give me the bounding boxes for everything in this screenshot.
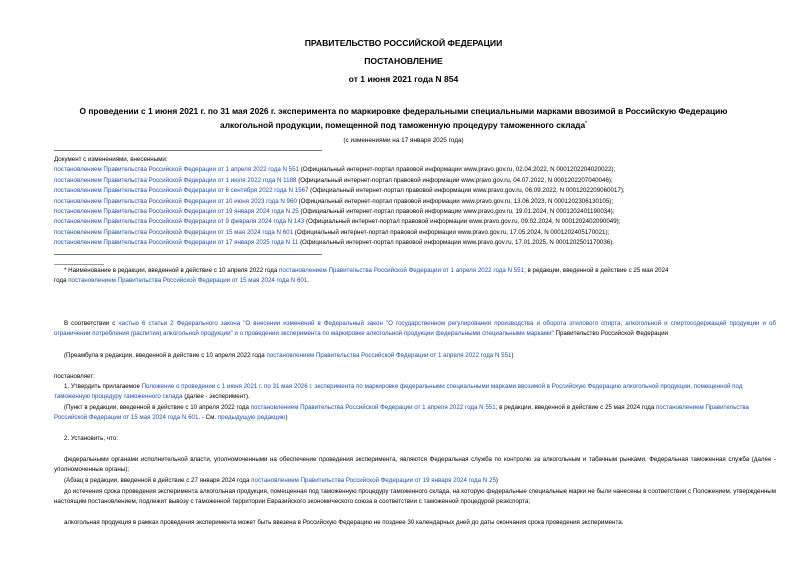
previous-edition-link[interactable]: предыдущую редакцию (217, 414, 286, 422)
paragraph-1-text-2: (далее - эксперимент). (182, 393, 250, 401)
paragraph-1-note-text-3: . - См. (198, 414, 218, 422)
amendment-link[interactable]: постановлением Правительства Российской Федерации от 1 июля 2022 года N 1188 (54, 176, 297, 184)
paragraph-1-text-1: 1. Утвердить прилагаемое (64, 383, 142, 390)
document-title (0, 106, 807, 131)
document-type: ПОСТАНОВЛЕНИЕ (364, 56, 443, 66)
amendment-source: (Официальный интернет-портал правовой информации www.pravo.gov.ru, 17.05.2024, N 0001202405170021); (293, 228, 610, 236)
preamble (54, 319, 776, 339)
amendment-source: (Официальный интернет-портал правовой информации www.pravo.gov.ru, 02.04.2022, N 0001202204020022); (299, 166, 616, 174)
paragraph-5: алкогольная продукция в рамках проведения эксперимента может быть ввезена в Российскую Федерацию не позднее 30 календарных дней до даты окончания срока проведения эксперимента. (64, 519, 624, 526)
paragraph-4: до истечения срока проведения эксперимента алкогольная продукция, помещенная под таможенную процедуру таможенного склада, на которую федеральные специальные марки не были нанесены в соответствии с Положением, утвержденным настоящим постановлением, подлежит вывозу с таможенной территории Евразийского экономического союза в соответствии с таможенной процедурой реэкспорта; (54, 488, 776, 506)
paragraph-1-note-text-1: (Пункт в редакции, введенной в действие с 10 апреля 2022 года (64, 404, 251, 411)
title-line-2-text: алкогольной продукции, помещенной под таможенную процедуру таможенного склада (220, 119, 586, 130)
divider-bottom (54, 254, 322, 255)
footnote-rule (54, 264, 104, 265)
footnote (54, 266, 776, 286)
preamble-note-end: ) (511, 352, 514, 359)
amendment-link[interactable]: постановлением Правительства Российской Федерации от 15 мая 2024 года N 601 (54, 228, 294, 236)
footnote-text-4: . (307, 277, 309, 285)
amendment-source: (Официальный интернет-портал правовой информации www.pravo.gov.ru, 17.01.2025, N 0001202501170036). (298, 239, 614, 247)
amendment-source: (Официальный интернет-портал правовой информации www.pravo.gov.ru, 04.07.2022, N 0001202207040046); (296, 176, 613, 184)
amendments-list (54, 165, 774, 248)
amendment-source: (Официальный интернет-портал правовой информации www.pravo.gov.ru, 19.01.2024, N 0001202401190034); (298, 208, 615, 216)
amendment-source: (Официальный интернет-портал правовой информации www.pravo.gov.ru, 13.06.2023, N 0001202306130105); (296, 197, 614, 205)
footnote-link-551[interactable]: постановлением Правительства Российской Федерации от 1 апреля 2022 года N 551 (279, 267, 525, 274)
paragraph-2: 2. Установить, что: (64, 435, 118, 442)
paragraph-3-note-link[interactable]: постановлением Правительства Российской Федерации от 19 января 2024 года N 25 (251, 477, 496, 484)
footnote-text-3: года (54, 277, 69, 285)
amendment-item (54, 176, 774, 186)
amendment-source: (Официальный интернет-портал правовой информации www.pravo.gov.ru, 09.02.2024, N 0001202402090049); (304, 218, 621, 226)
amendment-item (54, 228, 774, 238)
document-date-number: от 1 июня 2021 года N 854 (348, 74, 459, 84)
paragraph-1-note-text-2: ; в редакции, введенной в действие с 25 мая 2024 года (495, 404, 657, 411)
paragraph-3-note (54, 476, 776, 486)
amendment-item (54, 217, 774, 227)
changes-note: (с изменениями на 17 января 2025 года) (343, 137, 464, 144)
title-line-1: О проведении с 1 июня 2021 г. по 31 мая 2026 г. эксперимента по маркировке федеральными специальными марками ввозимой в Российскую Федерацию (79, 106, 728, 116)
paragraph-1-note-end: ) (285, 414, 288, 422)
amendment-item (54, 197, 774, 207)
footnote-text-2: ; в редакции, введенной в действие с 25 мая 2024 (524, 267, 669, 274)
paragraph-1 (54, 382, 776, 402)
amendments-block (54, 155, 774, 249)
footnote-link-601[interactable]: постановлением Правительства Российской Федерации от 15 мая 2024 года N 601 (68, 277, 308, 285)
divider-top (54, 150, 322, 151)
amendment-item (54, 165, 774, 175)
amendment-link[interactable]: постановлением Правительства Российской Федерации от 9 февраля 2024 года N 143 (54, 218, 305, 226)
amendment-link[interactable]: постановлением Правительства Российской Федерации от 10 июня 2023 года N 960 (54, 197, 297, 205)
preamble-text-1: В соответствии с (64, 320, 119, 327)
preamble-text-2: Правительство Российской Федерации (553, 330, 669, 338)
paragraph-1-note-link-601[interactable]: постановлением Правительства Российской Федерации от 15 мая 2024 года N 601 (54, 404, 749, 422)
amendment-source: (Официальный интернет-портал правовой информации www.pravo.gov.ru, 06.09.2022, N 0001202209060017); (308, 187, 625, 195)
amendment-item (54, 238, 774, 248)
paragraph-3: федеральными органами исполнительной власти, уполномоченными на обеспечение проведения эксперимента, являются Федеральная служба по контролю за алкогольным и табачным рынками, Федеральная таможенная служба (далее - уполномоченные органы); (54, 456, 776, 474)
amendments-heading: Документ с изменениями, внесенными: (54, 156, 168, 163)
paragraph-3-note-end: ) (495, 477, 498, 484)
amendment-link[interactable]: постановлением Правительства Российской Федерации от 1 апреля 2022 года N 551 (54, 166, 300, 174)
preamble-note-text: (Преамбула в редакции, введенной в действие с 10 апреля 2022 года (64, 352, 267, 359)
paragraph-1-note (54, 403, 776, 423)
preamble-note (54, 351, 776, 361)
amendment-item (54, 186, 774, 196)
title-line-2 (0, 117, 807, 131)
paragraph-1-note-link-551[interactable]: постановлением Правительства Российской Федерации от 1 апреля 2022 года N 551 (250, 404, 496, 411)
footnote-text-1: * Наименование в редакции, введенной в действие с 10 апреля 2022 года (64, 267, 280, 274)
amendment-link[interactable]: постановлением Правительства Российской Федерации от 19 января 2024 года N 25 (54, 208, 299, 216)
regulation-link[interactable]: Положение о проведении с 1 июня 2021 г. по 31 мая 2026 г. эксперимента по маркировке федеральными специальными марками ввозимой в Российскую Федерацию алкогольной продукции, помещенной под таможенную процедуру таможенного склада (54, 383, 743, 401)
amendment-link[interactable]: постановлением Правительства Российской Федерации от 6 сентября 2022 года N 1567 (54, 187, 309, 195)
government-heading: ПРАВИТЕЛЬСТВО РОССИЙСКОЙ ФЕДЕРАЦИИ (304, 38, 503, 48)
preamble-law-link[interactable]: частью 6 статьи 2 Федерального закона "О внесении изменений в Федеральный закон "О государственном регулировании производства и оборота этилового спирта, алкогольной и спиртосодержащей продукции и об ограничении потребления (распития) алкогольной продукции" и о проведении эксперимента по маркировке алкогольной продукции федеральными специальными марками" (54, 320, 776, 338)
preamble-note-link[interactable]: постановлением Правительства Российской Федерации от 1 апреля 2022 года N 551 (266, 352, 512, 359)
title-asterisk: * (585, 120, 587, 125)
decree-word: постановляет: (54, 373, 95, 380)
paragraph-3-note-text: (Абзац в редакции, введенной в действие с 27 января 2024 года (64, 477, 252, 484)
amendment-link[interactable]: постановлением Правительства Российской Федерации от 17 января 2025 года N 11 (54, 239, 299, 247)
amendment-item (54, 207, 774, 217)
